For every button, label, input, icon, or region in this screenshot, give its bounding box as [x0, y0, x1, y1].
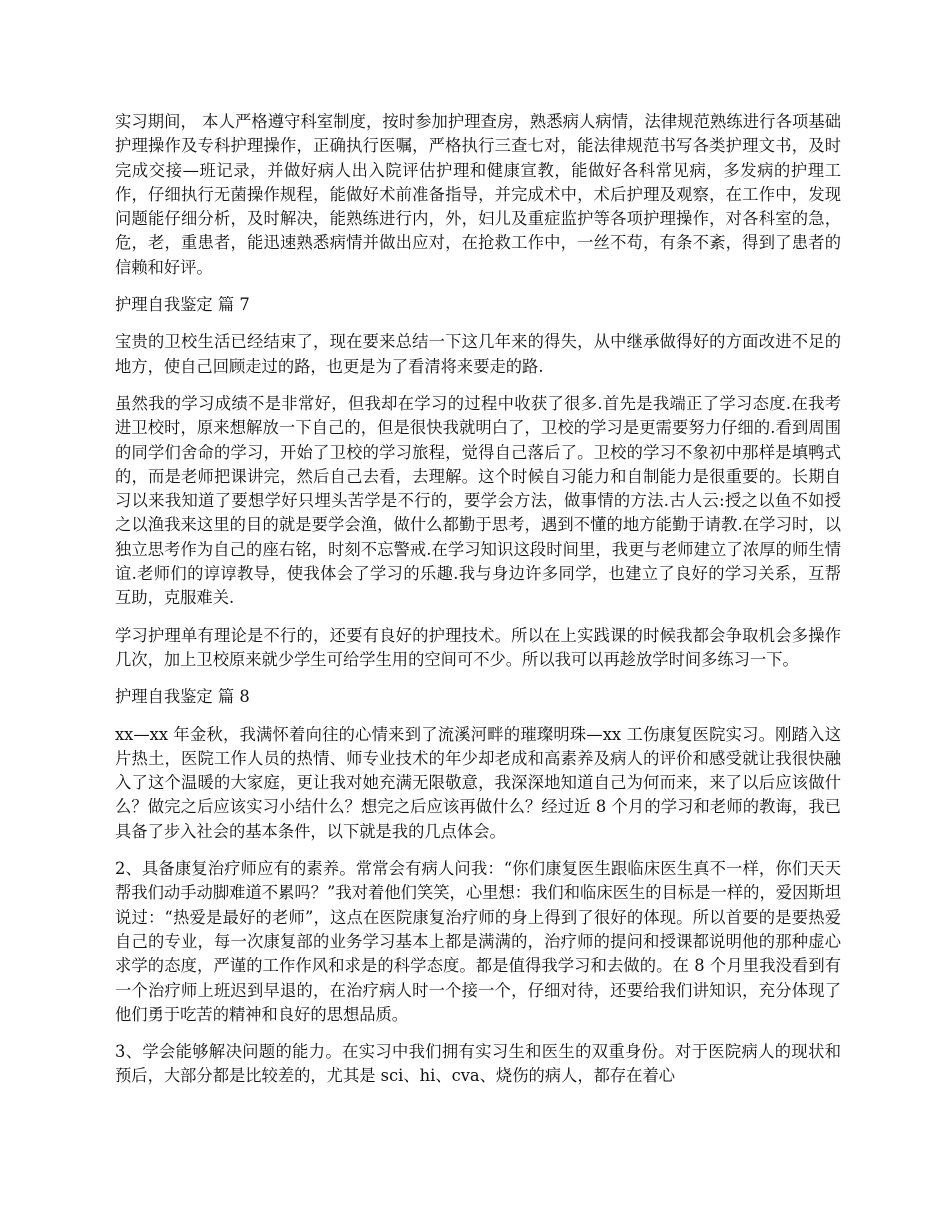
document-page — [115, 110, 841, 1102]
paragraph-point-2: 2、具备康复治疗师应有的素养。常常会有病人问我：“你们康复医生跟临床医生真不一样，你们天天帮我们动手动脚难道不累吗？”我对着他们笑笑，心里想：我们和临床医生的目标是一样的，爱因斯坦说过：“热爱是最好的老师”，这点在医院康复治疗师的身上得到了很好的体现。所以首要的是要热爱自己的专业，每一次康复部的业务学习基本上都是满满的，治疗师的提问和授课都说明他的那种虚心求学的态度，严谨的工作作风和求是的科学态度。都是值得我学习和去做的。在 8 个月里我没看到有一个治疗师上班迟到早退的，在治疗病人时一个接一个，仔细对待，还要给我们讲知识，充分体现了他们勇于吃苦的精神和良好的思想品质。 — [115, 859, 841, 1024]
paragraph-internship-duties: 实习期间， 本人严格遵守科室制度，按时参加护理查房，熟悉病人病情，法律规范熟练进行各项基础护理操作及专科护理操作，正确执行医嘱，严格执行三查七对，能法律规范书写各类护理文书，及时完成交接—班记录，并做好病人出入院评估护理和健康宣教，能做好各科常见病，多发病的护理工作，仔细执行无菌操作规程，能做好术前准备指导，并完成术中，术后护理及观察，在工作中，发现问题能仔细分析，及时解决，能熟练进行内，外，妇儿及重症监护等各项护理操作，对各科室的急，危，老，重患者，能迅速熟悉病情并做出应对，在抢救工作中，一丝不苟，有条不紊，得到了患者的信赖和好评。 — [115, 112, 841, 277]
paragraph-point-3: 3、学会能够解决问题的能力。在实习中我们拥有实习生和医生的双重身份。对于医院病人的现状和预后，大部分都是比较差的，尤其是 sci、hi、cva、烧伤的病人，都存在着心 — [115, 1042, 841, 1086]
paragraph-study-attitude: 虽然我的学习成绩不是非常好，但我却在学习的过程中收获了很多.首先是我端正了学习态度.在我考进卫校时，原来想解放一下自己的，但是很快我就明白了，卫校的学习是更需要努力仔细的.看到周围的同学们舍命的学习，开始了卫校的学习旅程，觉得自己落后了。卫校的学习不象初中那样是填鸭式的，而是老师把课讲完，然后自己去看，去理解。这个时候自习能力和自制能力是很重要的。长期自习以来我知道了要想学好只埋头苦学是不行的，要学会方法，做事情的方法.古人云:授之以鱼不如授之以渔我来这里的目的就是要学会渔，做什么都勤于思考，遇到不懂的地方能勤于请教.在学习时，以独立思考作为自己的座右铭，时刻不忘警戒.在学习知识这段时间里，我更与老师建立了浓厚的师生情谊.老师们的谆谆教导，使我体会了学习的乐趣.我与身边许多同学，也建立了良好的学习关系，互帮互助，克服难关. — [115, 393, 841, 608]
section-heading-8: 护理自我鉴定 篇 8 — [115, 687, 250, 707]
paragraph-nursing-skills: 学习护理单有理论是不行的，还要有良好的护理技术。所以在上实践课的时候我都会争取机会多操作几次，加上卫校原来就少学生可给学生用的空间可不少。所以我可以再趁放学时间多练习一下。 — [115, 625, 841, 669]
paragraph-school-summary: 宝贵的卫校生活已经结束了，现在要来总结一下这几年来的得失，从中继承做得好的方面改进不足的地方，使自己回顾走过的路，也更是为了看清将来要走的路. — [115, 332, 841, 376]
section-heading-7: 护理自我鉴定 篇 7 — [115, 295, 250, 315]
paragraph-hospital-intro: xx—xx 年金秋，我满怀着向往的心情来到了流溪河畔的璀璨明珠—xx 工伤康复医院实习。刚踏入这片热土，医院工作人员的热情、师专业技术的年少却老成和高素养及病人的评价和感受就让我很快融入了这个温暖的大家庭，更让我对她充满无限敬意，我深深地知道自己为何而来，来了以后应该做什么？做完之后应该实习小结什么？想完之后应该再做什么？经过近 8 个月的学习和老师的教诲，我已具备了步入社会的基本条件，以下就是我的几点体会。 — [115, 724, 841, 841]
